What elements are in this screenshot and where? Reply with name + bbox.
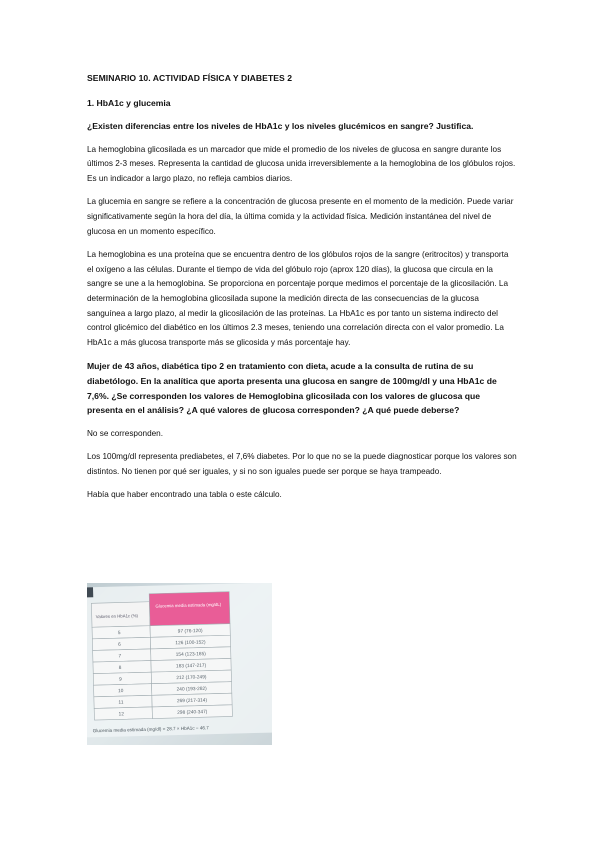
question-1: ¿Existen diferencias entre los niveles de HbA1c y los niveles glucémicos en sangre? Justifica. bbox=[87, 121, 474, 131]
document-title: SEMINARIO 10. ACTIVIDAD FÍSICA Y DIABETES 2 bbox=[87, 73, 293, 83]
table-cell-hba1c: 6 bbox=[118, 642, 121, 648]
paragraph-glucemia: La glucemia en sangre se refiere a la concentración de glucosa presente en el momento de la medición. Puede variar significativamente según la hora del día, la última comida y la actividad física. Medición instantánea del nivel de glucosa en un momento específico. bbox=[87, 197, 514, 236]
table-cell-glucemia: 298 (240-347) bbox=[177, 710, 208, 716]
table-cell-glucemia: 183 (147-217) bbox=[175, 663, 207, 670]
paragraph-answer-short: No se corresponden. bbox=[87, 428, 164, 438]
paragraph-answer-long: Los 100mg/dl representa prediabetes, el 7,6% diabetes. Por lo que no se la puede diagnosticar porque los valores son distintos. No tienen por qué ser iguales, y si no son iguales puede ser porque se haya trampeado. bbox=[87, 452, 517, 476]
table-cell-glucemia: 269 (217-314) bbox=[176, 698, 208, 705]
document-body bbox=[87, 72, 517, 512]
section-heading: 1. HbA1c y glucemia bbox=[87, 98, 171, 108]
table-cell-glucemia: 97 (76-120) bbox=[177, 628, 203, 635]
paragraph-table-note: Había que haber encontrado una tabla o este cálculo. bbox=[87, 490, 282, 500]
table-cell-hba1c: 5 bbox=[117, 631, 121, 637]
table-formula: Glucemia media estimada (mg/dl) = 28.7 × HbA1c − 46.7 bbox=[92, 725, 209, 734]
table-cell-hba1c: 10 bbox=[117, 689, 124, 695]
paragraph-hemoglobina: La hemoglobina es una proteína que se encuentra dentro de los glóbulos rojos de la sangre (eritrocitos) y transporta el oxígeno a las células. Durante el tiempo de vida del glóbulo rojo (aprox 120 días), la glucosa que circula en la sangre se une a la hemoglobina. Se proporciona en porcentaje porque medimos el porcentaje de la glicosilación. La determinación de la hemoglobina glicosilada supone la medición directa de las consecuencias de la glucosa sanguínea a largo plazo, al medir la glicosilación de las proteínas. La HbA1c es por tanto un sistema indirecto del control glicémico del diabético en los últimos 2.3 meses, teniendo una correlación directa con el valor promedio. La HbA1c a más glucosa transporte más se glicosida y más porcentaje hay. bbox=[87, 250, 509, 347]
table-cell-hba1c: 8 bbox=[118, 665, 122, 671]
table-header-col1: Valores en HbA1c (%) bbox=[95, 613, 139, 620]
question-2: Mujer de 43 años, diabética tipo 2 en tratamiento con dieta, acude a la consulta de rutina de su diabetólogo. En la analítica que aporta presenta una glucosa en sangre de 100mg/dl y una HbA1c de 7,6%. ¿Se corresponden los valores de Hemoglobina glicosilada con los valores de glucosa que presenta en el análisis? ¿A qué valores de glucosa corresponden? ¿A qué puede deberse? bbox=[87, 361, 497, 416]
table-photo bbox=[87, 583, 272, 745]
table-cell-glucemia: 212 (170-249) bbox=[176, 675, 207, 682]
table-cell-hba1c: 11 bbox=[118, 700, 124, 706]
table-photo-image bbox=[87, 583, 272, 745]
table-cell-glucemia: 126 (100-152) bbox=[175, 640, 206, 647]
table-cell-hba1c: 12 bbox=[118, 712, 125, 718]
table-cell-hba1c: 7 bbox=[118, 654, 122, 660]
table-cell-glucemia: 154 (123-185) bbox=[175, 652, 206, 658]
table-cell-hba1c: 9 bbox=[119, 677, 122, 683]
table-cell-glucemia: 240 (193-282) bbox=[176, 686, 207, 693]
paragraph-hba1c: La hemoglobina glicosilada es un marcador que mide el promedio de los niveles de glucosa en sangre durante los últimos 2-3 meses. Representa la cantidad de glucosa unida irreversiblemente a la hemoglobina de los glóbulos rojos. Es un indicador a largo plazo, no refleja cambios diarios. bbox=[87, 144, 516, 183]
table-header-col2: Glucemia media estimada (mg/dL) bbox=[155, 601, 222, 609]
